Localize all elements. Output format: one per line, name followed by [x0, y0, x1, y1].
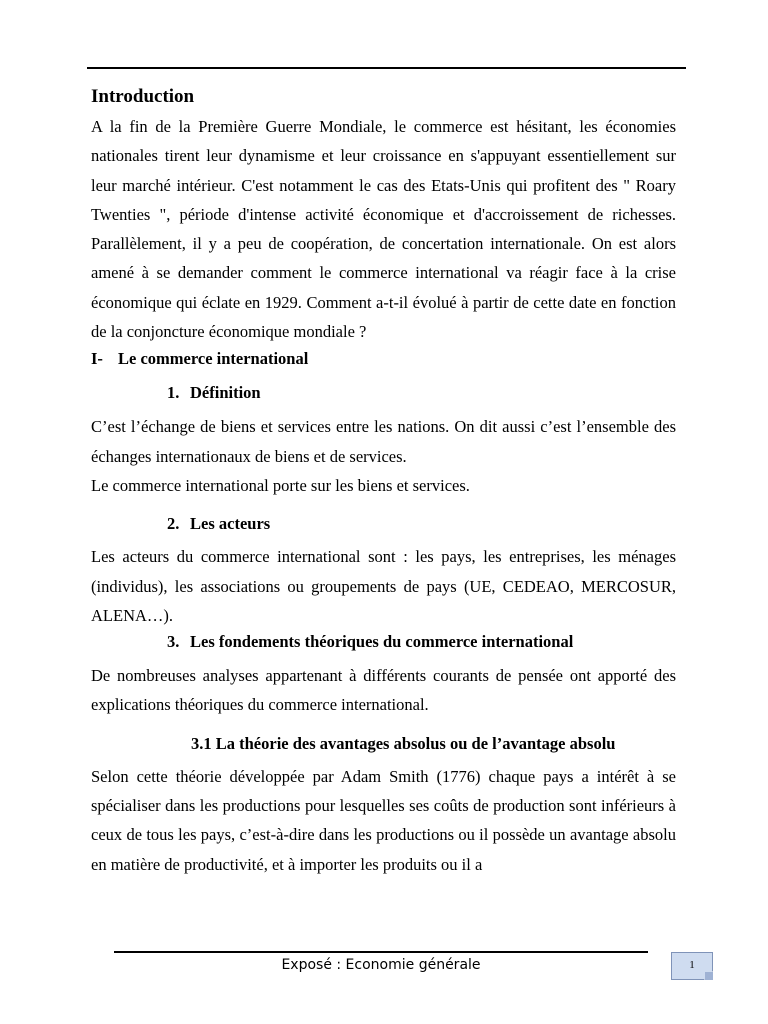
document-body: [91, 82, 676, 879]
subsection-3-title: Les fondements théoriques du commerce international: [190, 632, 574, 652]
section-1-heading: [91, 347, 676, 371]
subsection-2-heading: [91, 512, 676, 536]
header-rule: [87, 67, 686, 69]
subsection-1-title: Définition: [190, 383, 261, 403]
subsection-1-number: 1.: [167, 383, 180, 403]
subsection-1-heading: [91, 381, 676, 405]
introduction-paragraph: A la fin de la Première Guerre Mondiale, le commerce est hésitant, les économies nationales tirent leur dynamisme et leur croissance en s'appuyant essentiellement sur leur marché intérieur. C'est notamment le cas des Etats-Unis qui profitent des " Roary Twenties ", période d'intense activité économique et d'accroissement de richesses. Parallèlement, il y a peu de coopération, de concertation internationale. On est alors amené à se demander comment le commerce international va réagir face à la crise économique qui éclate en 1929. Comment a-t-il évolué à partir de cette date en fonction de la conjoncture économique mondiale ?: [91, 117, 676, 342]
section-1-title: Le commerce international: [118, 349, 309, 369]
absolute-advantage-paragraph: Selon cette théorie développée par Adam Smith (1776) chaque pays a intérêt à se spécialiser dans les productions pour lesquelles ses coûts de production sont inférieurs à ceux de tous les pays, c’est-à-dire dans les productions ou il possède un avantage absolu en matière de productivité, et à importer les produits ou il a: [91, 766, 676, 874]
introduction-heading: Introduction: [91, 86, 195, 107]
actors-paragraph: Les acteurs du commerce international sont : les pays, les entreprises, les ménages (individus), les associations ou groupements de pays (UE, CEDEAO, MERCOSUR, ALENA…).: [91, 547, 676, 625]
subsection-3-heading: [91, 630, 676, 654]
subsection-2-title: Les acteurs: [190, 514, 271, 534]
section-1-number: I-: [91, 349, 103, 369]
definition-paragraph-2: Le commerce international porte sur les biens et services.: [91, 475, 470, 495]
page-fold-shade: [705, 972, 713, 980]
page-number: 1: [689, 959, 695, 971]
subsection-3-number: 3.: [167, 632, 180, 652]
subsection-2-number: 2.: [167, 514, 180, 534]
page-number-badge: [671, 952, 713, 980]
foundations-paragraph: De nombreuses analyses appartenant à différents courants de pensée ont apporté des explications théoriques du commerce international.: [91, 666, 676, 715]
footer-title: Exposé : Economie générale: [281, 957, 481, 973]
definition-paragraph-1: C’est l’échange de biens et services entre les nations. On dit aussi c’est l’ensemble des échanges internationaux de biens et de services.: [91, 417, 676, 466]
footer-rule: [114, 951, 648, 953]
subsection-3-1-heading: 3.1 La théorie des avantages absolus ou de l’avantage absolu: [191, 733, 616, 753]
